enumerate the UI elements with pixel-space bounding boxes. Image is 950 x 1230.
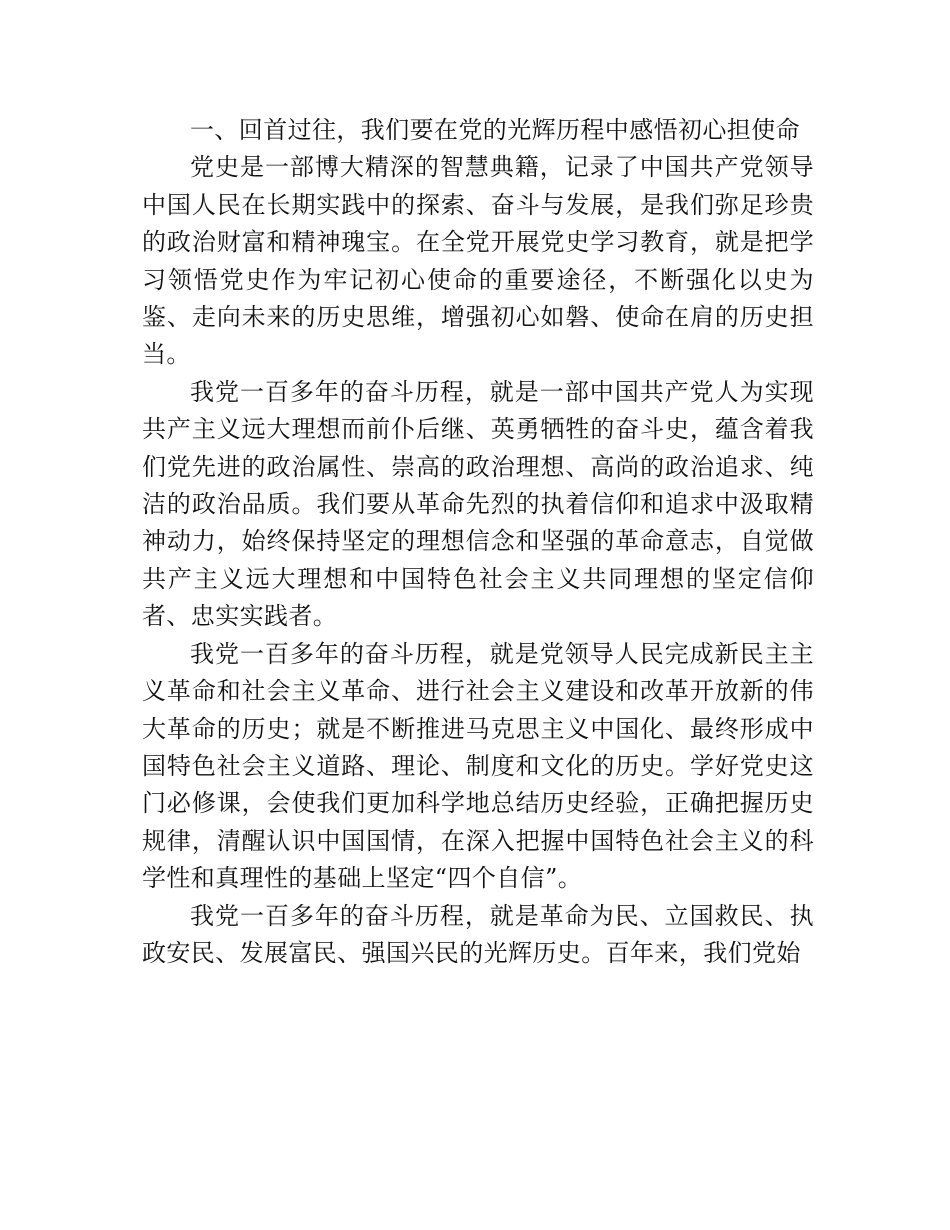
paragraph-1: 党史是一部博大精深的智慧典籍，记录了中国共产党领导中国人民在长期实践中的探索、奋斗与发展，是我们弥足珍贵的政治财富和精神瑰宝。在全党开展党史学习教育，就是把学习领悟党史作为牢记初心使命的重要途径，不断强化以史为鉴、走向未来的历史思维，增强初心如磐、使命在肩的历史担当。 — [142, 153, 814, 369]
paragraph-3: 我党一百多年的奋斗历程，就是党领导人民完成新民主主义革命和社会主义革命、进行社会主义建设和改革开放新的伟大革命的历史；就是不断推进马克思主义中国化、最终形成中国特色社会主义道路、理论、制度和文化的历史。学好党史这门必修课，会使我们更加科学地总结历史经验，正确把握历史规律，清醒认识中国国情，在深入把握中国特色社会主义的科学性和真理性的基础上坚定“四个自信”。 — [142, 639, 814, 893]
document-page — [142, 112, 814, 972]
paragraph-4: 我党一百多年的奋斗历程，就是革命为民、立国救民、执政安民、发展富民、强国兴民的光辉历史。百年来，我们党始 — [142, 901, 814, 967]
section-heading: 一、回首过往，我们要在党的光辉历程中感悟初心担使命 — [190, 116, 800, 144]
paragraph-2: 我党一百多年的奋斗历程，就是一部中国共产党人为实现共产主义远大理想而前仆后继、英勇牺牲的奋斗史，蕴含着我们党先进的政治属性、崇高的政治理想、高尚的政治追求、纯洁的政治品质。我们要从革命先烈的执着信仰和追求中汲取精神动力，始终保持坚定的理想信念和坚强的革命意志，自觉做共产主义远大理想和中国特色社会主义共同理想的坚定信仰者、忠实实践者。 — [142, 377, 814, 631]
